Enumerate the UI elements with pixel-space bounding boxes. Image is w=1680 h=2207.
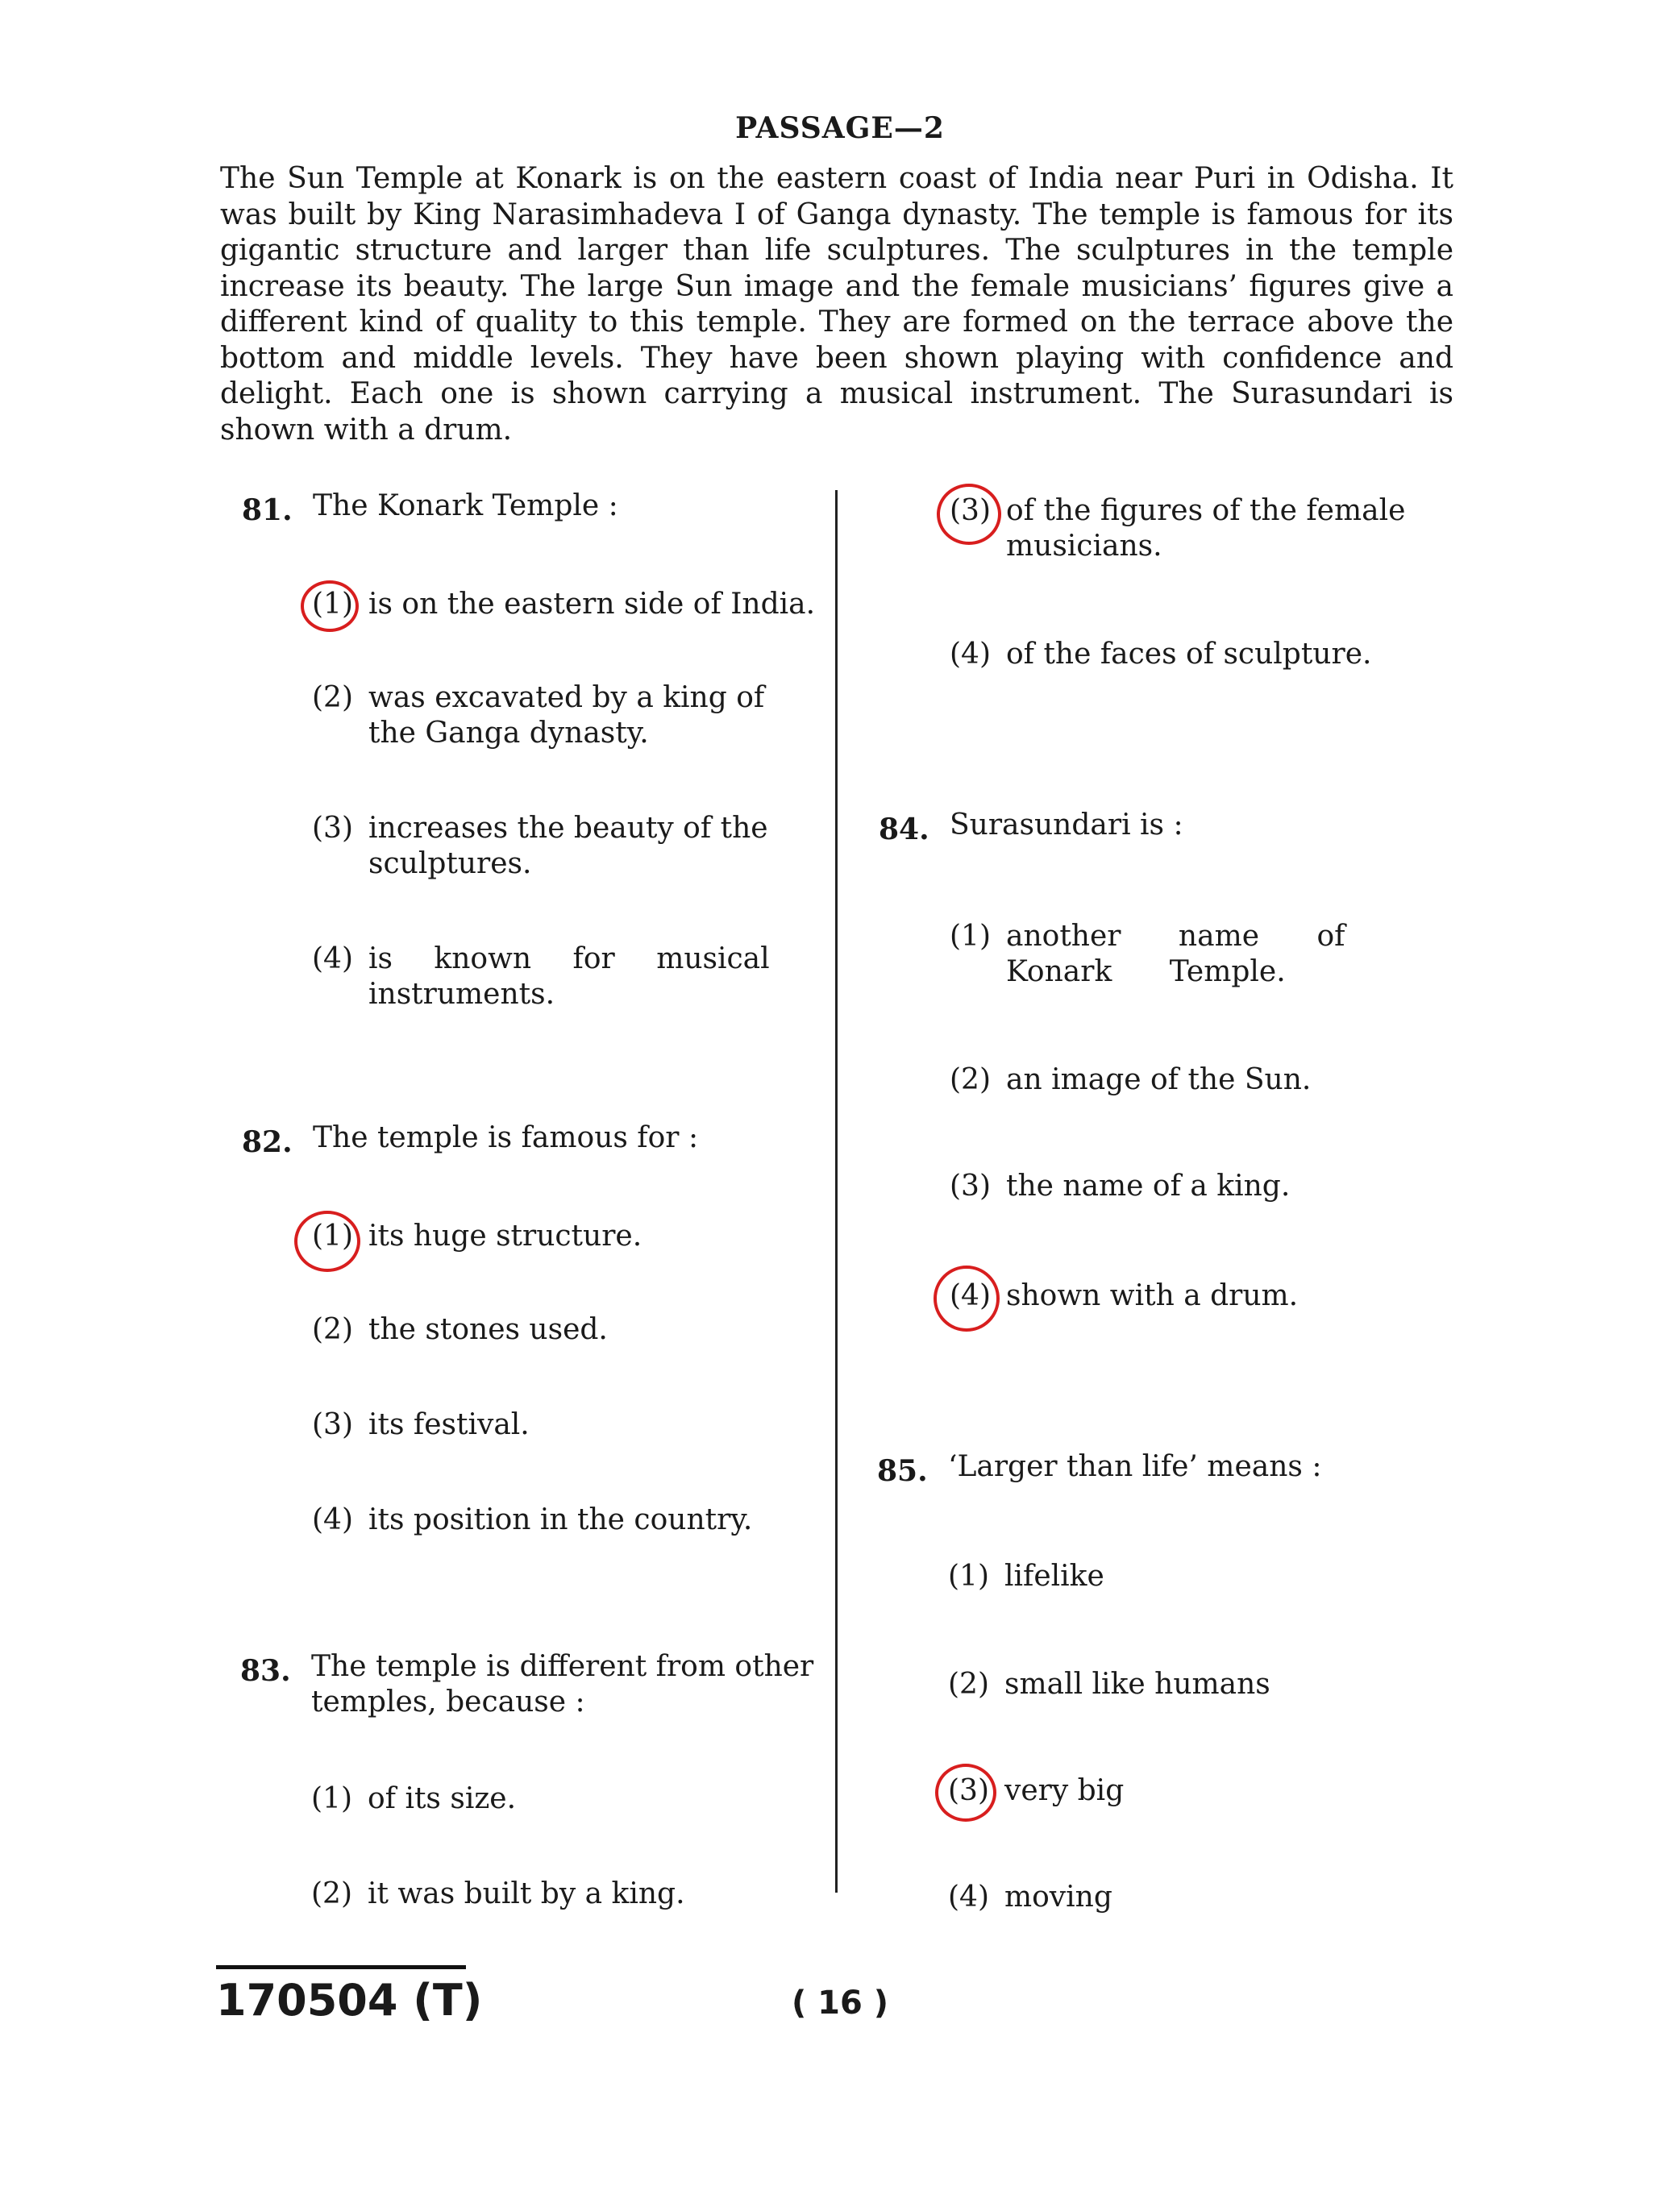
option-text: very big xyxy=(1004,1774,1125,1807)
passage-title: PASSAGE—2 xyxy=(735,111,945,145)
option-text: it was built by a king. xyxy=(368,1877,685,1910)
answer-circle xyxy=(934,1266,1000,1332)
passage-line: was built by King Narasimhadeva I of Ganga dynasty. The temple is famous for its xyxy=(220,197,1453,231)
option-number: (3) xyxy=(950,494,991,527)
option[interactable] xyxy=(312,1312,820,1353)
option-text: is on the eastern side of India. xyxy=(368,588,816,621)
answer-circle xyxy=(294,1211,360,1272)
passage-line: different kind of quality to this temple. They are formed on the terrace above the xyxy=(220,305,1453,339)
option[interactable] xyxy=(948,1880,1464,1920)
option-number: (2) xyxy=(950,1063,991,1096)
option-number: (1) xyxy=(311,1782,352,1815)
question-number: 83. xyxy=(240,1654,291,1688)
option-text: lifelike xyxy=(1004,1560,1104,1593)
option-text: its huge structure. xyxy=(368,1220,642,1253)
option-number: (1) xyxy=(312,1220,353,1253)
option-text: small like humans xyxy=(1004,1668,1270,1701)
option-text: its position in the country. xyxy=(368,1503,753,1536)
passage-line: The Sun Temple at Konark is on the eastern coast of India near Puri in Odisha. It xyxy=(220,162,1453,195)
option[interactable] xyxy=(948,1667,1464,1707)
option-number: (3) xyxy=(312,812,353,845)
option-number: (1) xyxy=(948,1560,989,1593)
option-text: was excavated by a king of the Ganga dynasty. xyxy=(368,681,765,750)
question-number: 85. xyxy=(877,1454,928,1488)
question-number: 84. xyxy=(879,813,929,846)
column-divider xyxy=(835,490,838,1893)
option-number: (4) xyxy=(950,638,991,671)
option-text: increases the beauty of the sculptures. xyxy=(368,812,768,880)
option-number: (4) xyxy=(950,1279,991,1312)
option-text: an image of the Sun. xyxy=(1006,1063,1312,1096)
option[interactable] xyxy=(312,1407,820,1448)
paper-code: 170504 (T) xyxy=(216,1975,483,2026)
option-number: (2) xyxy=(312,1313,353,1346)
option-text: moving xyxy=(1004,1881,1112,1914)
option[interactable] xyxy=(950,1062,1466,1103)
question-text: Surasundari is : xyxy=(950,808,1183,842)
option[interactable] xyxy=(311,1877,819,1917)
question-text: The Konark Temple : xyxy=(313,489,618,522)
option-text: shown with a drum. xyxy=(1006,1279,1299,1312)
footer-rule xyxy=(216,1965,466,1969)
question-text: The temple is famous for : xyxy=(313,1121,699,1154)
question-number: 82. xyxy=(242,1125,293,1159)
question-number: 81. xyxy=(242,493,293,527)
option-number: (1) xyxy=(312,588,353,621)
option-number: (2) xyxy=(312,681,353,714)
question-text: The temple is different from other temples, because : xyxy=(311,1650,814,1719)
option[interactable] xyxy=(312,1503,820,1543)
question-text: ‘Larger than life’ means : xyxy=(948,1450,1322,1483)
answer-circle xyxy=(937,484,1001,545)
option-text: of its size. xyxy=(368,1782,517,1815)
option[interactable] xyxy=(312,941,820,1022)
option[interactable] xyxy=(948,1773,1464,1814)
option[interactable] xyxy=(948,1559,1464,1599)
option-number: (1) xyxy=(950,920,991,953)
option[interactable] xyxy=(950,919,1466,1000)
option-number: (3) xyxy=(950,1170,991,1203)
option-number: (4) xyxy=(312,942,353,975)
passage-line: delight. Each one is shown carrying a musical instrument. The Surasundari is xyxy=(220,377,1453,410)
passage-text xyxy=(220,161,1453,448)
option[interactable] xyxy=(312,587,820,627)
option-number: (4) xyxy=(312,1503,353,1536)
passage-line: shown with a drum. xyxy=(220,413,513,447)
option[interactable] xyxy=(311,1781,819,1822)
option[interactable] xyxy=(950,1278,1466,1319)
option-text: another name of Konark Temple. xyxy=(1006,920,1345,988)
option[interactable] xyxy=(312,1219,820,1259)
option-number: (4) xyxy=(948,1881,989,1914)
option-number: (3) xyxy=(312,1408,353,1441)
option-text: the name of a king. xyxy=(1006,1170,1291,1203)
answer-circle xyxy=(935,1764,996,1822)
option-number: (2) xyxy=(311,1877,352,1910)
option-text: of the faces of sculpture. xyxy=(1006,638,1372,671)
option-text: the stones used. xyxy=(368,1313,608,1346)
option[interactable] xyxy=(312,680,820,761)
passage-line: bottom and middle levels. They have been shown playing with confidence and xyxy=(220,341,1453,375)
option-text: its festival. xyxy=(368,1408,530,1441)
option[interactable] xyxy=(312,811,820,892)
option-text: of the figures of the female musicians. xyxy=(1006,494,1406,563)
option-number: (3) xyxy=(948,1774,989,1807)
passage-line: increase its beauty. The large Sun image and the female musicians’ figures give a xyxy=(220,269,1453,303)
passage-line: gigantic structure and larger than life sculptures. The sculptures in the temple xyxy=(220,234,1453,267)
option[interactable] xyxy=(950,1169,1466,1209)
option-text: is known for musical instruments. xyxy=(368,942,770,1011)
option-number: (2) xyxy=(948,1668,989,1701)
answer-circle xyxy=(301,580,359,632)
option[interactable] xyxy=(950,493,1466,574)
option[interactable] xyxy=(950,637,1466,677)
page-number: ( 16 ) xyxy=(791,1985,889,2022)
